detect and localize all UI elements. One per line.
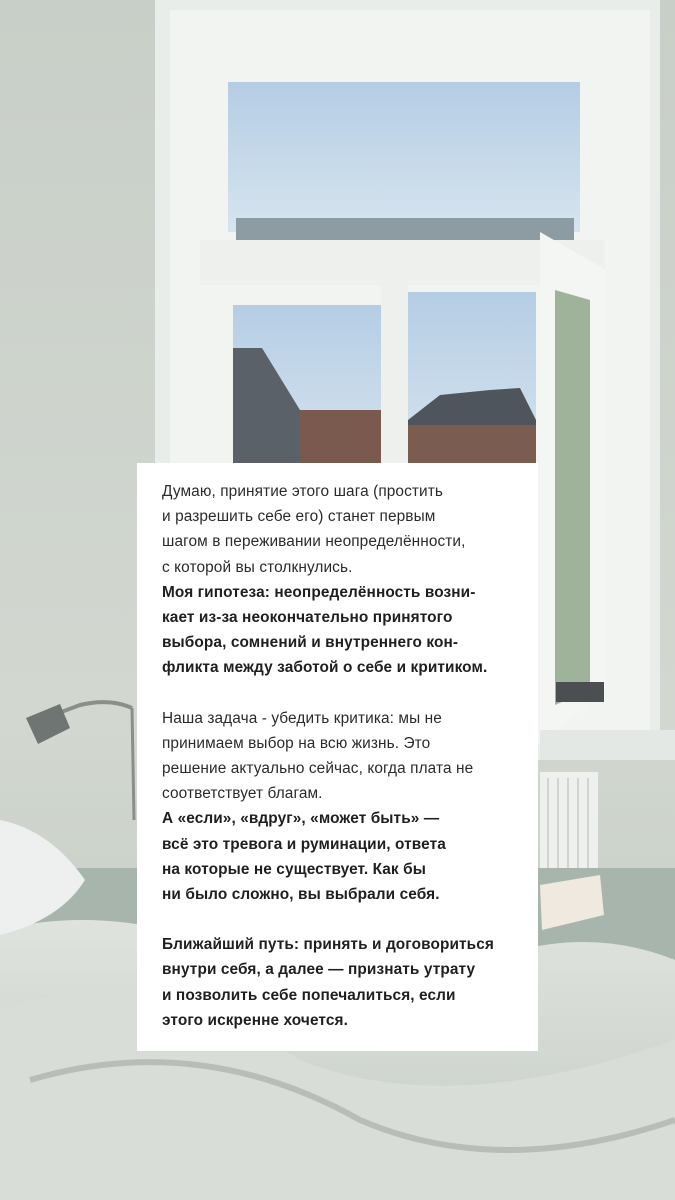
text-line: кает из-за неокончательно принятого: [162, 609, 453, 627]
paragraph-task: [162, 706, 514, 807]
text-line: А «если», «вдруг», «может быть» —: [162, 810, 440, 828]
text-line: ни было сложно, вы выбрали себя.: [162, 886, 440, 904]
text-line: Думаю, принятие этого шага (простить: [162, 483, 443, 500]
paragraph-hypothesis: [162, 580, 514, 681]
paragraph-what-if: [162, 806, 514, 907]
paragraph-gap: [162, 681, 514, 706]
text-line: всё это тревога и руминации, ответа: [162, 835, 446, 853]
text-line: Наша задача - убедить критика: мы не: [162, 709, 442, 727]
paragraph-intro: [162, 479, 514, 580]
text-line: фликта между заботой о себе и критиком.: [162, 659, 488, 677]
text-line: Моя гипотеза: неопределённость возни-: [162, 583, 476, 601]
text-line: принимаем выбор на всю жизнь. Это: [162, 734, 431, 752]
paragraph-gap: [162, 907, 514, 932]
text-line: и разрешить себе его) станет первым: [162, 508, 436, 526]
text-line: решение актуально сейчас, когда плата не: [162, 760, 474, 778]
paragraph-next-step: [162, 932, 514, 1033]
text-line: Ближайший путь: принять и договориться: [162, 936, 494, 954]
text-line: этого искренне хочется.: [162, 1011, 348, 1029]
text-line: на которые не существует. Как бы: [162, 860, 426, 878]
text-line: выбора, сомнений и внутреннего кон-: [162, 634, 459, 652]
text-line: шагом в переживании неопределённости,: [162, 533, 466, 551]
text-card: [137, 463, 538, 1051]
text-line: и позволить себе попечалиться, если: [162, 986, 456, 1004]
text-line: внутри себя, а далее — признать утрату: [162, 961, 476, 979]
text-line: соответствует благам.: [162, 785, 323, 803]
text-line: с которой вы столкнулись.: [162, 558, 353, 576]
